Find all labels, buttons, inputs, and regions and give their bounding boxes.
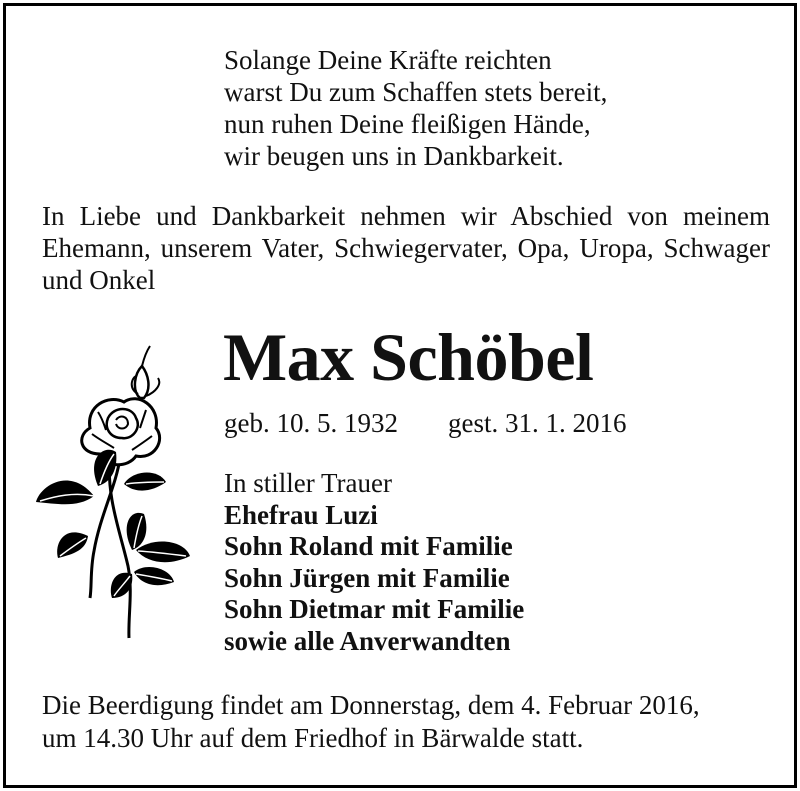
mourners-list: [224, 468, 524, 657]
intro-text: In Liebe und Dankbarkeit nehmen wir Abschied von meinem Ehemann, unserem Vater, Schwiegervater, Opa, Uropa, Schwager und Onkel: [42, 201, 770, 295]
death-date: gest. 31. 1. 2016: [447, 408, 627, 438]
poem-line: warst Du zum Schaffen stets bereit,: [224, 77, 608, 107]
poem: [224, 44, 607, 172]
deceased-name: Max Schöbel: [223, 319, 594, 395]
mourning-heading: In stiller Trauer: [224, 468, 392, 498]
obituary-frame: [3, 3, 797, 788]
funeral-notice: [42, 689, 700, 755]
poem-line: wir beugen uns in Dankbarkeit.: [224, 141, 564, 171]
mourner-name: Ehefrau Luzi: [224, 499, 378, 530]
funeral-line: Die Beerdigung findet am Donnerstag, dem 4. Februar 2016,: [42, 690, 700, 720]
birth-date: geb. 10. 5. 1932: [224, 408, 398, 438]
life-dates: [224, 406, 626, 440]
mourner-name: Sohn Roland mit Familie: [224, 531, 513, 561]
poem-line: nun ruhen Deine fleißigen Hände,: [224, 109, 591, 139]
rose-icon: [28, 336, 198, 641]
funeral-line: um 14.30 Uhr auf dem Friedhof in Bärwalde statt.: [42, 723, 584, 753]
mourner-name: sowie alle Anverwandten: [224, 625, 511, 656]
mourner-name: Sohn Jürgen mit Familie: [224, 562, 510, 593]
mourner-name: Sohn Dietmar mit Familie: [224, 594, 525, 624]
poem-line: Solange Deine Kräfte reichten: [224, 45, 552, 75]
